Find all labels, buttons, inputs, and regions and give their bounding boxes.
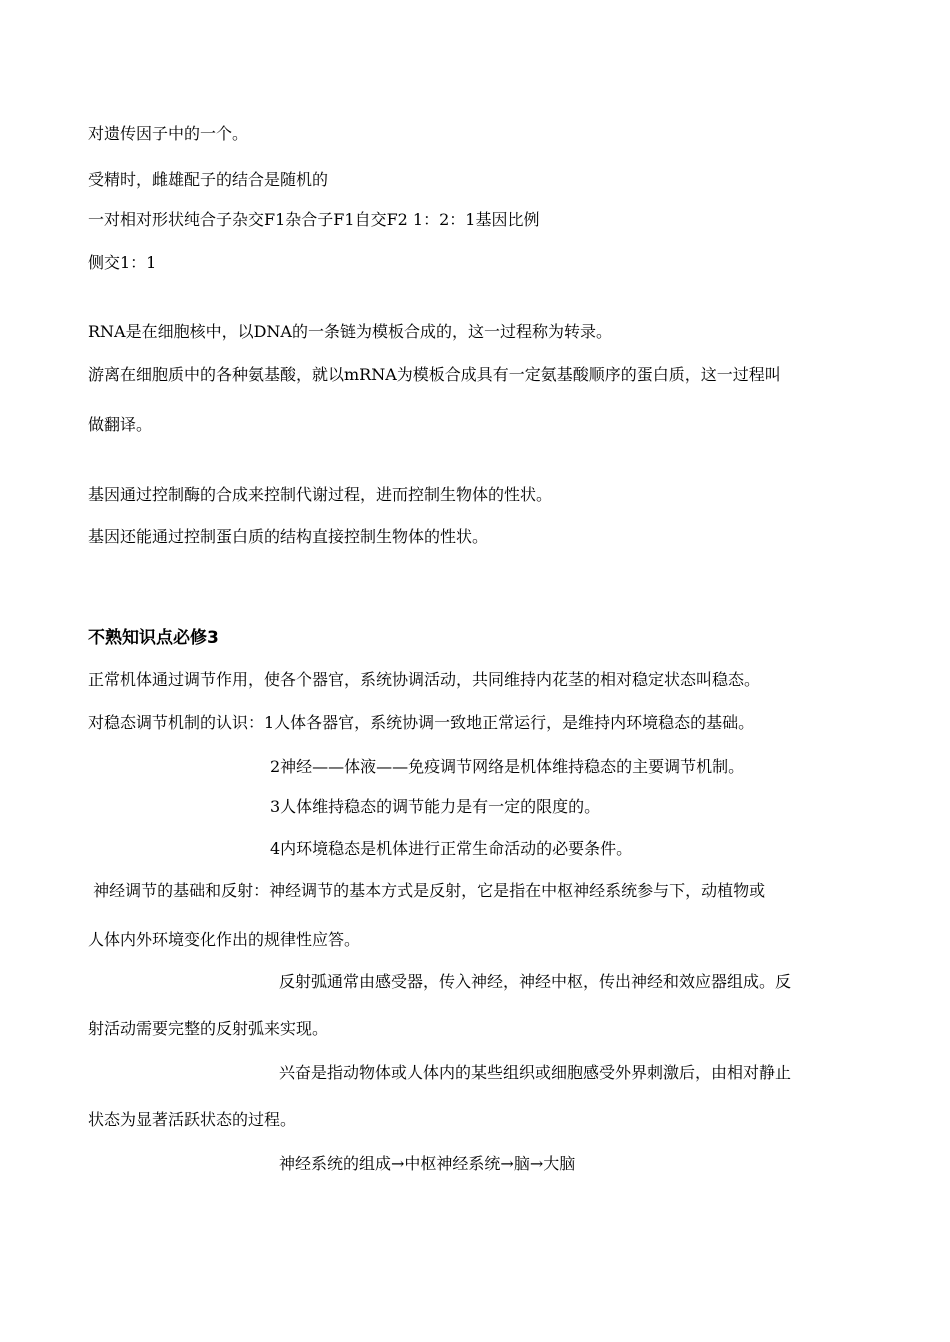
text-line-17: 反射弧通常由感受器，传入神经，神经中枢，传出神经和效应器组成。反 — [279, 972, 792, 991]
text-line-6: 游离在细胞质中的各种氨基酸，就以mRNA为模板合成具有一定氨基酸顺序的蛋白质，这一过程叫 — [88, 365, 781, 384]
text-line-12: 2神经——体液——免疫调节网络是机体维持稳态的主要调节机制。 — [270, 757, 745, 776]
text-line-15: 神经调节的基础和反射：神经调节的基本方式是反射，它是指在中枢神经系统参与下，动植物或 — [88, 881, 766, 900]
text-line-16: 人体内外环境变化作出的规律性应答。 — [88, 930, 361, 949]
text-line-11: 对稳态调节机制的认识：1人体各器官，系统协调一致地正常运行，是维持内环境稳态的基础。 — [88, 713, 755, 732]
text-line-3: 一对相对形状纯合子杂交F1杂合子F1自交F2 1：2：1基因比例 — [88, 210, 540, 229]
text-line-19: 兴奋是指动物体或人体内的某些组织或细胞感受外界刺激后，由相对静止 — [279, 1063, 792, 1082]
text-line-10: 正常机体通过调节作用，使各个器官，系统协调活动，共同维持内花茎的相对稳定状态叫稳态。 — [88, 670, 761, 689]
text-line-9: 基因还能通过控制蛋白质的结构直接控制生物体的性状。 — [88, 527, 489, 546]
text-line-20: 状态为显著活跃状态的过程。 — [88, 1110, 297, 1129]
text-line-18: 射活动需要完整的反射弧来实现。 — [88, 1019, 329, 1038]
text-line-4: 侧交1：1 — [88, 253, 157, 272]
text-line-5: RNA是在细胞核中，以DNA的一条链为模板合成的，这一过程称为转录。 — [88, 322, 612, 341]
text-line-13: 3人体维持稳态的调节能力是有一定的限度的。 — [270, 797, 601, 816]
text-line-2: 受精时，雌雄配子的结合是随机的 — [88, 170, 329, 189]
text-line-21: 神经系统的组成→中枢神经系统→脑→大脑 — [279, 1154, 576, 1173]
text-line-1: 对遗传因子中的一个。 — [88, 124, 249, 143]
text-line-8: 基因通过控制酶的合成来控制代谢过程，进而控制生物体的性状。 — [88, 485, 553, 504]
text-line-7: 做翻译。 — [88, 415, 153, 434]
section-heading: 不熟知识点必修3 — [88, 628, 219, 648]
text-line-14: 4内环境稳态是机体进行正常生命活动的必要条件。 — [270, 839, 633, 858]
